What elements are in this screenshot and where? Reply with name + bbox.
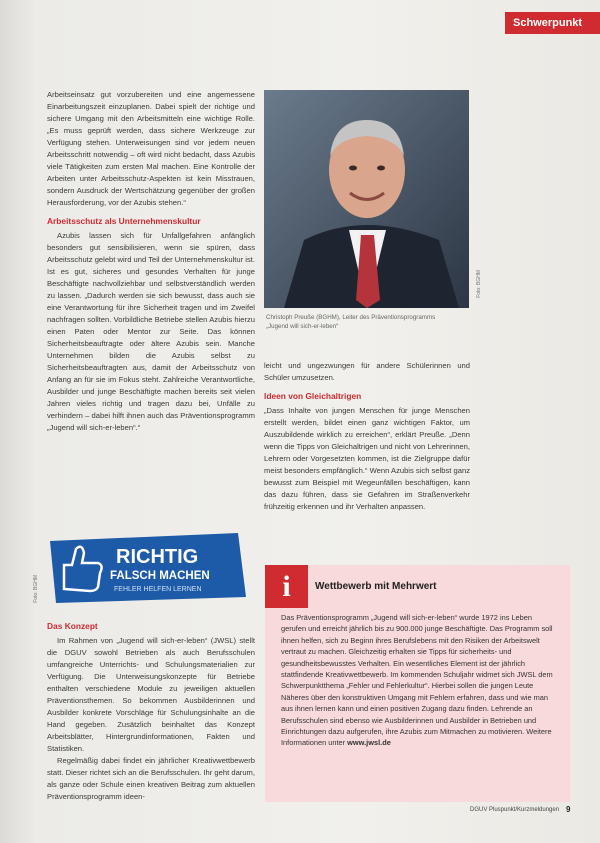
photo-credit: Foto: BGHM (476, 270, 482, 298)
info-box-link[interactable]: www.jwsl.de (347, 738, 391, 748)
footer-magazine: DGUV Pluspunkt/Kurzmeldungen (470, 807, 560, 813)
richtig-falsch-machen-logo (42, 527, 252, 609)
info-icon: i (265, 565, 308, 608)
portrait-photo (264, 90, 469, 308)
intro-paragraph: Arbeitseinsatz gut vorzubereiten und eine angemessene Einarbeitungszeit einzuplanen. Dabei spielt der richtige und sichere Umgang mit den Arbeitsmitteln eine wichtige Rolle. „Es muss geprüft werden, dass sichere Werkzeuge zur Verfügung stehen. Unterweisungen sind vor jedem neuen Arbeitsschritt notwendig – oft wird nicht bedacht, dass Azubis viele Tätigkeiten zum ersten Mal machen. Eine Kontrolle der Arbeiten unter Arbeitsschutz-Aspekten ist kein Misstrauen, sondern Ausdruck der Wertschätzung gegenüber der großen Herausforderung, vor der Azubis stehen.“ (47, 90, 255, 207)
logo-line1: RICHTIG (116, 546, 199, 568)
right-intro-paragraph: leicht und ungezwungen für andere Schülerinnen und Schüler umzusetzen. (264, 361, 470, 382)
heading-konzept: Das Konzept (47, 621, 98, 631)
info-box-body: Das Präventionsprogramm „Jugend will sich-er-leben“ wurde 1972 ins Leben gerufen und erreicht jährlich bis zu 900.000 junge Beschäftigte. Das Programm soll ihnen helfen, sich zu Beginn ihres Berufslebens mit den Risiken der Arbeitswelt vertraut zu machen. Gleichzeitig erhalten sie Tipps für sicherheits- und gesundheitsbewusstes Verhalten. Ein wesentliches Element ist der jährlich stattfindende Kreativwettbewerb. Im kommenden Schuljahr widmet sich JWSL dem Schwerpunktthema „Fehler und Fehlerkultur“. Hierbei sollen die jungen Leute Näheres über den konstruktiven Umgang mit Fehlern erfahren, dass und wie man aus ihnen lernen kann und einen positiven Zugang dazu finden. Lehrende an Berufsschulen sind ebenso wie Ausbilderinnen und Ausbilder in Betrieben und Einrichtungen dazu aufgerufen, ihre Azubis zum Mitmachen zu motivieren. Weitere Informationen unter (281, 613, 553, 748)
page-number: 9 (566, 805, 571, 814)
left-column-top (47, 89, 255, 434)
arbeitsschutz-paragraph: Azubis lassen sich für Unfallgefahren anfänglich besonders gut sensibilisieren, wenn sie spüren, dass Arbeitsschutz gelebt wird und Teil der Unternehmenskultur ist. Ist es gut, sicheres und gesundes Verhalten für junge Beschäftigte nachvollziehbar und selbstverständlich werden zu lassen. „Dadurch werden sie sich bewusst, dass auch sie eine Verantwortung für ihre Sicherheit tragen und im Zweifel nachfragen sollten. Vorbildliche Betriebe stellen Azubis hierzu einen Paten oder Mentor zur Seite. Das können Sicherheitsbeauftragte oder ältere Azubis sein. Manche Unternehmen bilden die Azubis selbst zu Sicherheitsbeauftragten aus, damit der Arbeitsschutz von Anfang an für sie im Fokus steht. Zahlreiche Verantwortliche, Ausbilder und junge Beschäftigte machen bereits seit vielen Jahren vieles richtig und tragen dazu bei, Unfälle zu verhindern – dabei hilft ihnen auch das Präventionsprogramm „Jugend will sich-er-leben“.“ (47, 231, 255, 432)
konzept-paragraph-2: Regelmäßig dabei findet ein jährlicher Kreativwettbewerb statt. Dieser richtet sich an die Berufsschulen. Ihr geht darum, als ganze oder Schule einen kreativen Beitrag zum aktuellen Präventionsprogramm ideen- (47, 756, 255, 801)
left-column-konzept (47, 614, 255, 803)
konzept-paragraph: Im Rahmen von „Jugend will sich-er-leben“ (JWSL) stellt die DGUV sowohl Betrieben als auch Berufsschulen umfangreiche Unterrichts- und Schulungsmaterialien zur Verfügung. Die Unterweisungskonzepte für Betriebe enthalten verschiedene Module zu jeweiligen aktuellen Präventionsthemen. So bekommen Ausbilderinnen und Ausbilder konkrete Vorschläge für Schulungsinhalte an die Hand gegeben. Zusätzlich beinhaltet das Konzept Arbeitsblätter, Hintergrundinformationen, Fakten und Statistiken. (47, 636, 255, 753)
photo-caption: Christoph Preuße (BGHM), Leiter des Präventionsprogramms „Jugend will sich-er-leben“ (266, 314, 436, 330)
section-tab: Schwerpunkt (505, 12, 600, 34)
info-box-title: Wettbewerb mit Mehrwert (315, 581, 437, 592)
right-column (264, 360, 470, 513)
logo-line3: FEHLER HELFEN LERNEN (114, 586, 202, 593)
heading-arbeitsschutz: Arbeitsschutz als Unternehmenskultur (47, 216, 201, 226)
logo-line2: FALSCH MACHEN (110, 570, 210, 582)
logo-credit: Foto: BGHM (33, 575, 39, 603)
gleichaltrige-paragraph: „Dass Inhalte von jungen Menschen für junge Menschen erstellt werden, bildet einen ganz wichtigen Faktor, um Auszubildende wirklich zu erreichen“, erklärt Preuße. „Denn wenn die Tipps von Gleichaltrigen und nicht von Lehrerinnen, Lehrern oder Vorgesetzten kommen, ist die Zielgruppe dafür meist besonders empfänglich.“ Wenn Azubis sich selbst ganz bewusst zum Beispiel mit Wegeunfällen beschäftigen, kann das dazu führen, dass sie Gefahren im Straßenverkehr frühzeitig erkennen und ihr Verhalten anpassen. (264, 406, 470, 511)
info-box-text (281, 612, 557, 749)
info-box (265, 565, 570, 802)
heading-gleichaltrige: Ideen von Gleichaltrigen (264, 391, 362, 401)
